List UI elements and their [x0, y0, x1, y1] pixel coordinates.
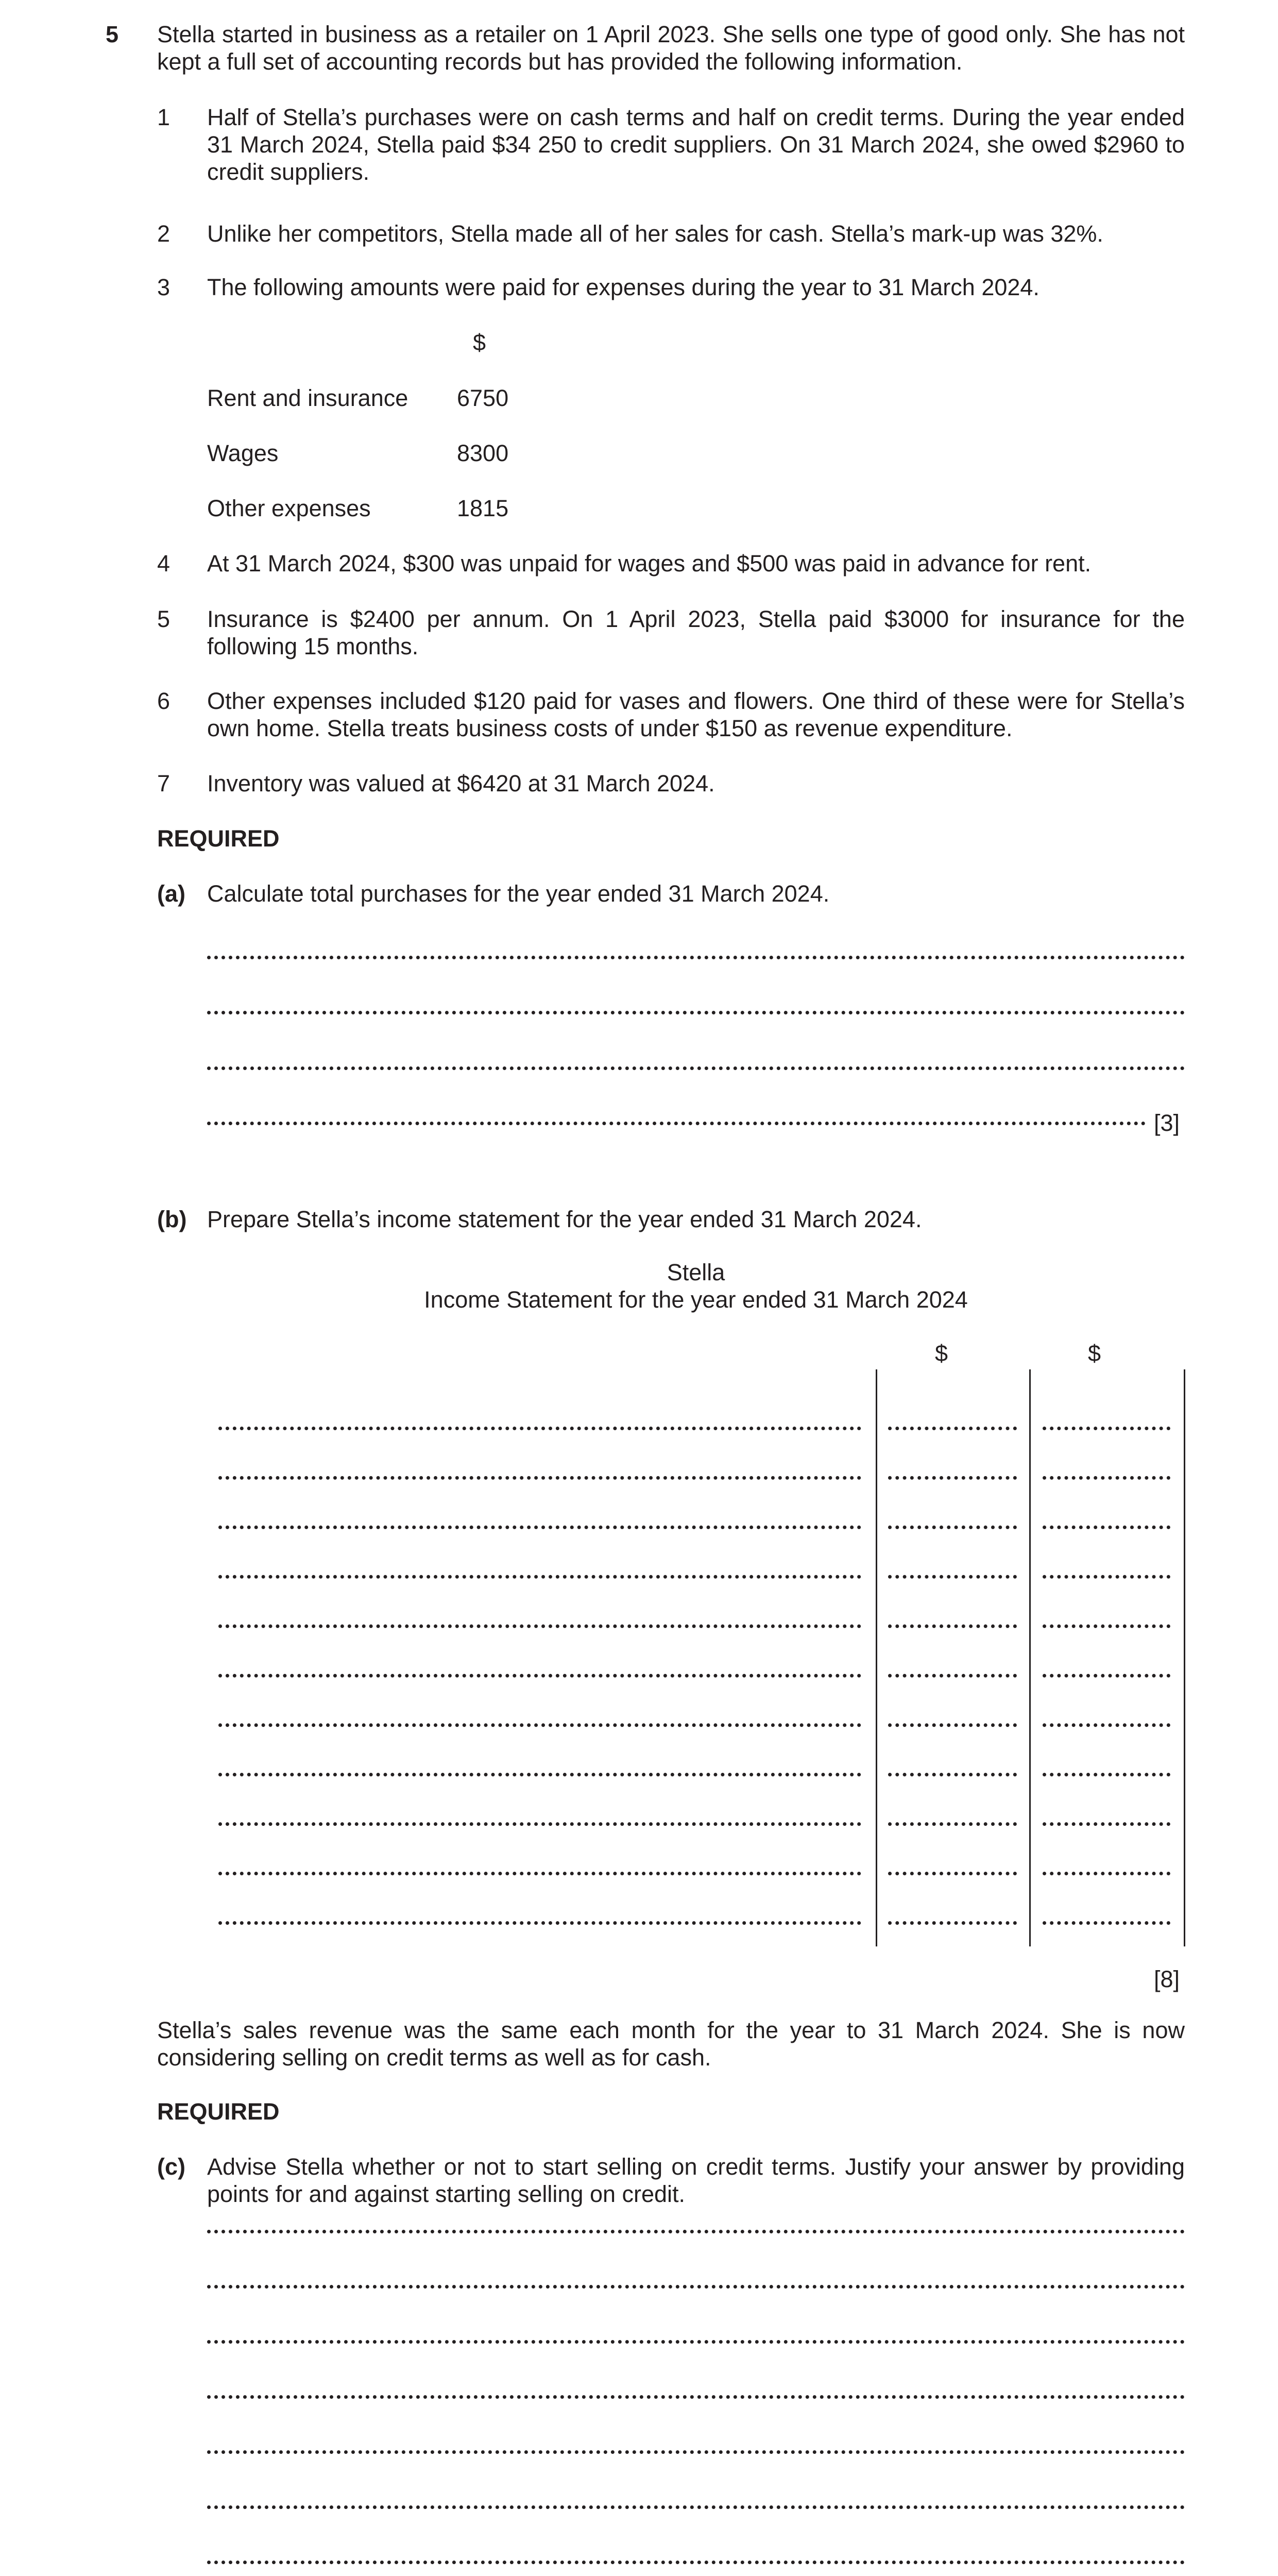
statement-answer-blank[interactable]: [888, 1723, 1017, 1727]
statement-answer-blank[interactable]: [218, 1773, 861, 1776]
statement-title-period: Income Statement for the year ended 31 March 2024: [424, 1286, 968, 1313]
statement-answer-blank[interactable]: [218, 1575, 861, 1579]
statement-answer-blank[interactable]: [1043, 1427, 1170, 1430]
answer-line[interactable]: [207, 1011, 1185, 1014]
statement-answer-blank[interactable]: [888, 1624, 1017, 1628]
part-b-label: (b): [157, 1206, 187, 1232]
statement-answer-blank[interactable]: [888, 1872, 1017, 1875]
statement-answer-blank[interactable]: [218, 1674, 861, 1677]
part-c-text: Advise Stella whether or not to start selling on credit terms. Justify your answer by providing points for and against starting selling on credit.: [207, 2154, 1185, 2207]
answer-line[interactable]: [207, 1122, 1146, 1125]
statement-col2-header: $: [1088, 1340, 1101, 1366]
statement-answer-blank[interactable]: [888, 1476, 1017, 1480]
expense-value: 1815: [457, 495, 509, 521]
answer-line[interactable]: [207, 2505, 1185, 2509]
info-text-7: Inventory was valued at $6420 at 31 March 2024.: [207, 770, 715, 796]
question-number: 5: [106, 21, 119, 47]
answer-line[interactable]: [207, 2285, 1185, 2289]
info-text-4: At 31 March 2024, $300 was unpaid for wages and $500 was paid in advance for rent.: [207, 550, 1092, 577]
statement-answer-blank[interactable]: [1043, 1773, 1170, 1776]
statement-answer-blank[interactable]: [1043, 1476, 1170, 1480]
expense-value: 8300: [457, 440, 509, 466]
statement-answer-blank[interactable]: [1043, 1822, 1170, 1826]
statement-answer-blank[interactable]: [218, 1921, 861, 1925]
part-b-marks: [8]: [1154, 1966, 1180, 1992]
info-number-1: 1: [157, 104, 171, 130]
info-text-1: Half of Stella’s purchases were on cash terms and half on credit terms. During the year ended 31 March 2024, Stella paid $34 250 to credit suppliers. On 31 March 2024, she owed $2960 to credit suppliers.: [207, 104, 1185, 185]
statement-answer-blank[interactable]: [1043, 1723, 1170, 1727]
answer-line[interactable]: [207, 2395, 1185, 2399]
info-number-5: 5: [157, 606, 171, 632]
statement-answer-blank[interactable]: [888, 1674, 1017, 1677]
info-number-4: 4: [157, 550, 171, 577]
part-b-text: Prepare Stella’s income statement for the year ended 31 March 2024.: [207, 1206, 922, 1232]
info-number-2: 2: [157, 221, 171, 247]
statement-col1-header: $: [935, 1340, 948, 1366]
expense-label: Wages: [207, 440, 279, 466]
answer-line[interactable]: [207, 2230, 1185, 2233]
info-text-6: Other expenses included $120 paid for vases and flowers. One third of these were for Stella’s own home. Stella treats business costs of under $150 as revenue expenditure.: [207, 688, 1185, 741]
column-divider: [876, 1369, 877, 1946]
statement-answer-blank[interactable]: [218, 1427, 861, 1430]
required-heading: REQUIRED: [157, 825, 280, 852]
part-c-label: (c): [157, 2154, 185, 2180]
answer-line[interactable]: [207, 1066, 1185, 1070]
statement-answer-blank[interactable]: [218, 1526, 861, 1529]
info-number-6: 6: [157, 688, 171, 714]
statement-answer-blank[interactable]: [1043, 1921, 1170, 1925]
statement-answer-blank[interactable]: [888, 1526, 1017, 1529]
statement-title-name: Stella: [667, 1259, 725, 1285]
statement-answer-blank[interactable]: [218, 1872, 861, 1875]
statement-answer-blank[interactable]: [1043, 1624, 1170, 1628]
statement-answer-blank[interactable]: [218, 1723, 861, 1727]
statement-answer-blank[interactable]: [888, 1427, 1017, 1430]
statement-answer-blank[interactable]: [888, 1822, 1017, 1826]
statement-answer-blank[interactable]: [218, 1476, 861, 1480]
required-heading-2: REQUIRED: [157, 2098, 280, 2125]
question-intro: Stella started in business as a retailer on 1 April 2023. She sells one type of good only. She has not kept a full set of accounting records but has provided the following information.: [157, 21, 1185, 75]
column-divider: [1184, 1369, 1185, 1946]
info-number-3: 3: [157, 274, 171, 300]
info-text-2: Unlike her competitors, Stella made all of her sales for cash. Stella’s mark-up was 32%.: [207, 221, 1103, 247]
part-a-marks: [3]: [1154, 1110, 1180, 1136]
info-number-7: 7: [157, 770, 171, 796]
statement-answer-blank[interactable]: [1043, 1526, 1170, 1529]
expense-value: 6750: [457, 385, 509, 411]
statement-answer-blank[interactable]: [1043, 1575, 1170, 1579]
column-divider: [1029, 1369, 1031, 1946]
expense-label: Other expenses: [207, 495, 371, 521]
statement-answer-blank[interactable]: [1043, 1674, 1170, 1677]
part-a-label: (a): [157, 880, 185, 907]
part-a-text: Calculate total purchases for the year ended 31 March 2024.: [207, 880, 830, 907]
answer-line[interactable]: [207, 2340, 1185, 2344]
statement-answer-blank[interactable]: [888, 1575, 1017, 1579]
expense-label: Rent and insurance: [207, 385, 408, 411]
answer-line[interactable]: [207, 2450, 1185, 2454]
expenses-currency-header: $: [473, 329, 486, 355]
info-text-5: Insurance is $2400 per annum. On 1 April 2023, Stella paid $3000 for insurance for the following 15 months.: [207, 606, 1185, 659]
statement-answer-blank[interactable]: [888, 1921, 1017, 1925]
statement-answer-blank[interactable]: [1043, 1872, 1170, 1875]
statement-answer-blank[interactable]: [218, 1822, 861, 1826]
statement-answer-blank[interactable]: [218, 1624, 861, 1628]
info-text-3: The following amounts were paid for expenses during the year to 31 March 2024.: [207, 274, 1040, 300]
context-text: Stella’s sales revenue was the same each month for the year to 31 March 2024. She is now considering selling on credit terms as well as for cash.: [157, 2017, 1185, 2071]
answer-line[interactable]: [207, 956, 1185, 959]
answer-line[interactable]: [207, 2561, 1185, 2564]
statement-answer-blank[interactable]: [888, 1773, 1017, 1776]
